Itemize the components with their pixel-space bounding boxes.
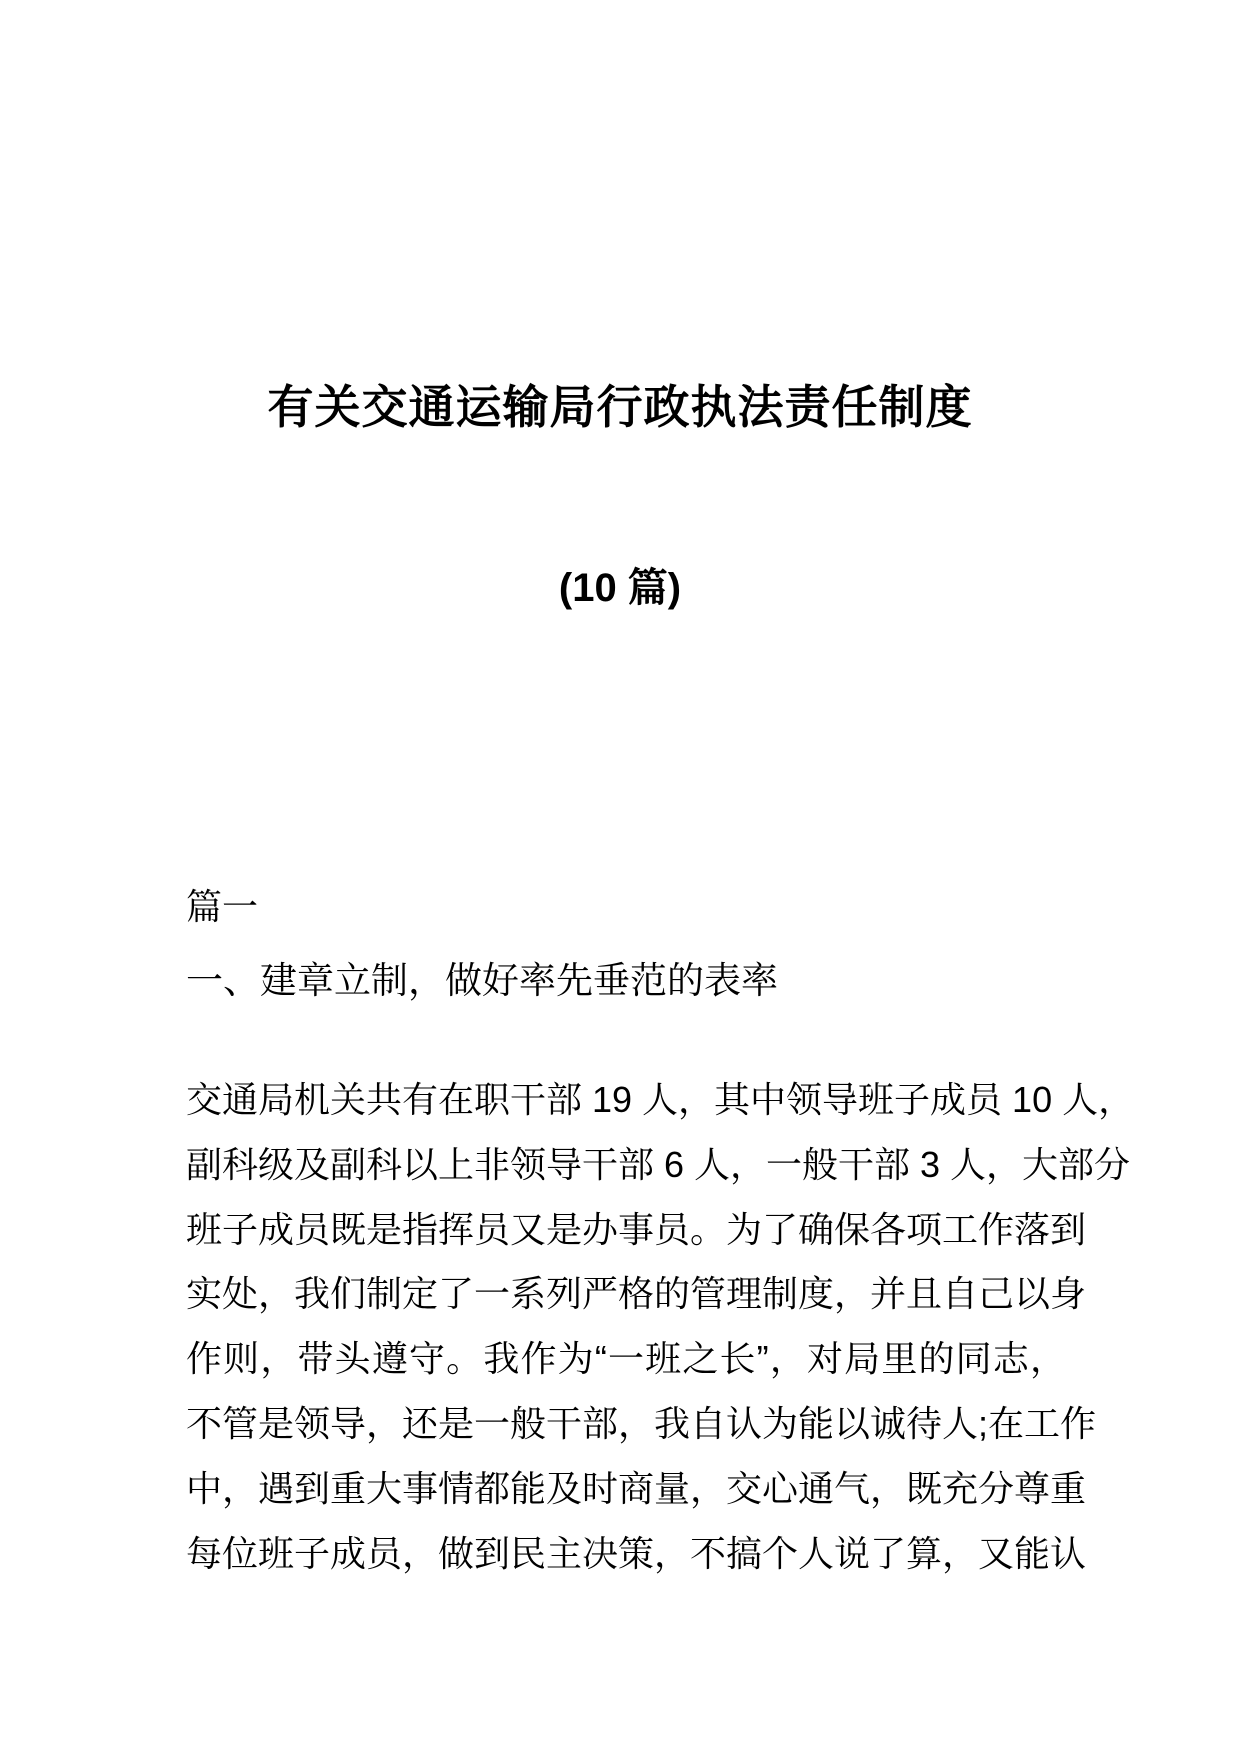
paragraph-line: 实处，我们制定了一系列严格的管理制度，并且自己以身 [186,1273,1087,1315]
paragraph-line: 不管是领导，还是一般干部，我自认为能以诚待人;在工作 [186,1402,1097,1444]
document-subtitle: (10 篇) [558,566,682,610]
document-title: 有关交通运输局行政执法责任制度 [267,381,973,433]
paragraph-line: 副科级及副科以上非领导干部 6 人，一般干部 3 人，大部分 [186,1143,1131,1185]
section-label: 篇一 [186,886,259,927]
body-paragraph [186,1068,1135,1586]
paragraph-line: 班子成员既是指挥员又是办事员。为了确保各项工作落到 [186,1208,1087,1250]
section-heading: 一、建章立制，做好率先垂范的表率 [186,960,778,1001]
paragraph-line: 交通局机关共有在职干部 19 人，其中领导班子成员 10 人， [186,1079,1135,1120]
paragraph-line: 作则，带头遵守。我作为“一班之长”，对局里的同志， [186,1338,1066,1380]
paragraph-line: 中，遇到重大事情都能及时商量，交心通气，既充分尊重 [186,1467,1087,1509]
paragraph-line: 每位班子成员，做到民主决策，不搞个人说了算，又能认 [186,1532,1087,1574]
